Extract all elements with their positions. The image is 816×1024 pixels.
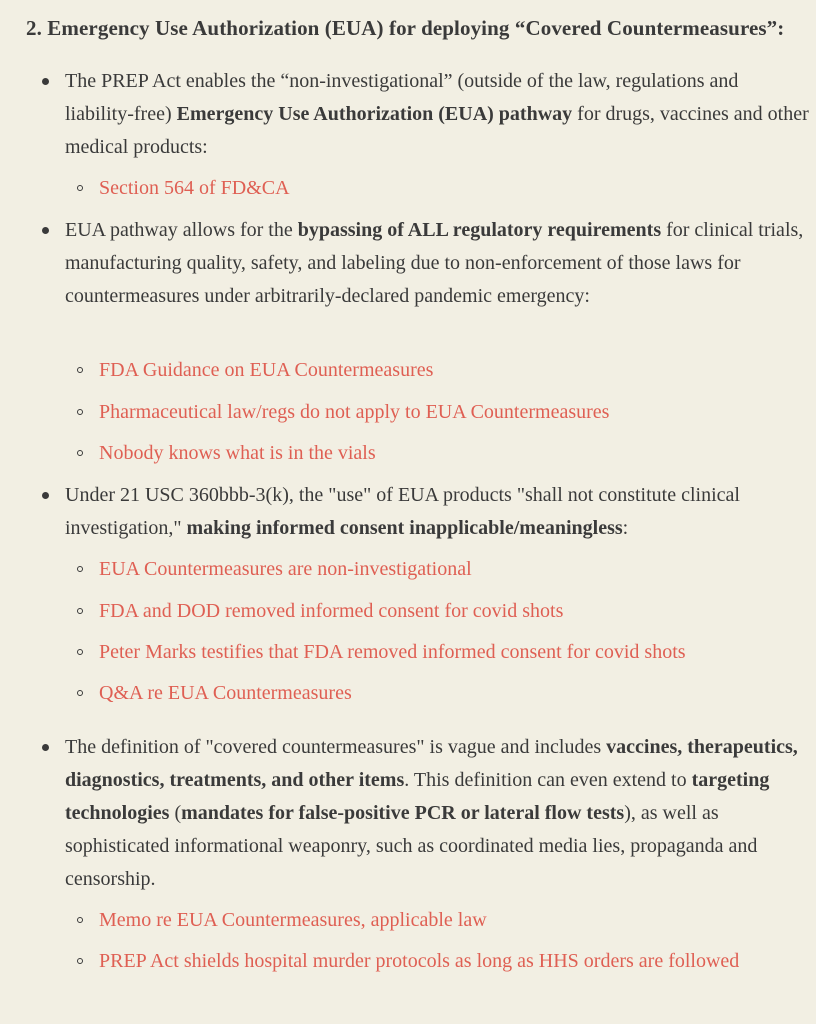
bullet-text: ( xyxy=(169,802,182,824)
bullet-emphasis: bypassing of ALL regulatory requirements xyxy=(297,219,662,241)
link-fda-dod[interactable]: FDA and DOD removed informed consent for covid shots xyxy=(99,595,799,628)
link-memo[interactable]: Memo re EUA Countermeasures, applicable law xyxy=(99,904,799,937)
link-vials[interactable]: Nobody knows what is in the vials xyxy=(99,437,799,470)
link-peter-marks[interactable]: Peter Marks testifies that FDA removed informed consent for covid shots xyxy=(99,636,799,669)
bullet-emphasis: mandates for false-positive PCR or lateral flow tests xyxy=(181,802,625,824)
bullet-text: The PREP Act enables the “non-investigational” (outside of the law, regulations and liability-free) xyxy=(65,70,739,125)
section-heading: 2. Emergency Use Authorization (EUA) for deploying “Covered Countermeasures”: xyxy=(26,16,785,40)
link-pharma-law[interactable]: Pharmaceutical law/regs do not apply to EUA Countermeasures xyxy=(99,396,799,429)
bullet-item-definition xyxy=(65,731,810,896)
bullet-text: for clinical trials, manufacturing quality, safety, and labeling due to non-enforcement of those laws for countermeasures under arbitrarily-declared pandemic emergency: xyxy=(65,219,804,307)
link-section-564[interactable]: Section 564 of FD&CA xyxy=(99,172,799,205)
bullet-text: . This definition can even extend to xyxy=(404,769,692,791)
link-non-investigational[interactable]: EUA Countermeasures are non-investigational xyxy=(99,553,799,586)
bullet-item-eua-pathway xyxy=(65,214,810,313)
bullet-text: for drugs, vaccines and other medical products: xyxy=(65,103,809,158)
link-fda-guidance[interactable]: FDA Guidance on EUA Countermeasures xyxy=(99,354,799,387)
bullet-text: ), as well as sophisticated informational weaponry, such as coordinated media lies, propaganda and censorship. xyxy=(65,802,758,890)
bullet-emphasis: Emergency Use Authorization (EUA) pathway xyxy=(176,103,573,125)
bullet-item-usc xyxy=(65,479,810,545)
bullet-emphasis: vaccines, therapeutics, diagnostics, treatments, and other items xyxy=(65,736,798,791)
bullet-text: Under 21 USC 360bbb-3(k), the "use" of EUA products "shall not constitute clinical investigation," xyxy=(65,484,740,539)
bullet-text: The definition of "covered countermeasures" is vague and includes xyxy=(65,736,607,758)
bullet-text: EUA pathway allows for the xyxy=(65,219,298,241)
bullet-item-prep-act xyxy=(65,65,810,164)
bullet-emphasis: targeting technologies xyxy=(65,769,770,824)
link-hospital-protocols[interactable]: PREP Act shields hospital murder protocols as long as HHS orders are followed xyxy=(99,945,799,978)
bullet-emphasis: making informed consent inapplicable/meaningless xyxy=(186,517,623,539)
link-qa[interactable]: Q&A re EUA Countermeasures xyxy=(99,677,799,710)
bullet-text: : xyxy=(622,517,629,539)
